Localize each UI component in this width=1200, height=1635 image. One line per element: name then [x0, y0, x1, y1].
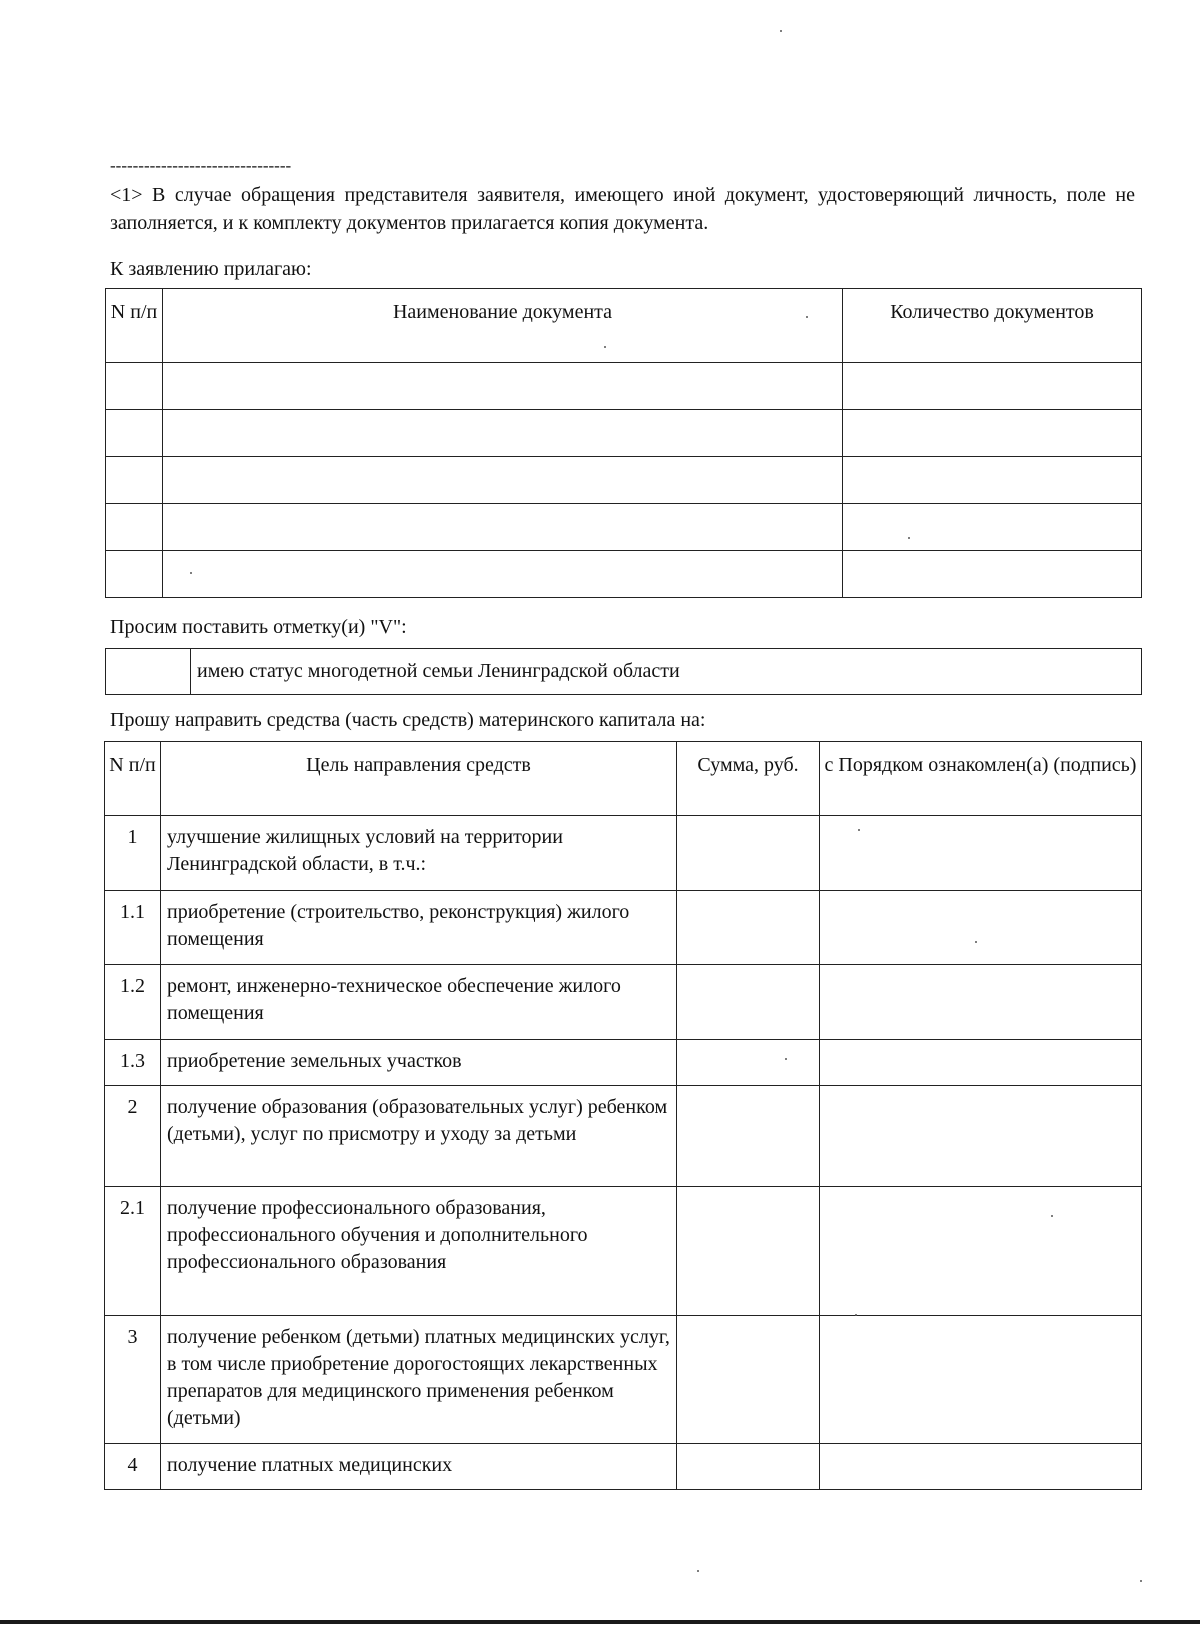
- purpose-signature-cell[interactable]: [820, 1086, 1142, 1187]
- doc-num-cell[interactable]: [106, 410, 163, 457]
- purpose-sum-cell[interactable]: [677, 1086, 820, 1187]
- doc-num-cell[interactable]: [106, 504, 163, 551]
- scan-speck: [858, 829, 860, 831]
- purpose-sum-cell[interactable]: [677, 1040, 820, 1086]
- table-row: [105, 816, 1142, 891]
- docs-header-name: Наименование документа: [163, 289, 843, 363]
- table-row: [105, 1040, 1142, 1086]
- docs-header-row: [106, 289, 1142, 363]
- purpose-signature-cell[interactable]: [820, 891, 1142, 965]
- doc-name-cell[interactable]: [163, 504, 843, 551]
- docs-header-count: Количество документов: [843, 289, 1142, 363]
- purpose-signature-cell[interactable]: [820, 965, 1142, 1040]
- mark-label: Просим поставить отметку(и) "V":: [110, 616, 407, 638]
- doc-name-cell[interactable]: [163, 410, 843, 457]
- status-mark-table: [105, 648, 1142, 695]
- table-row: [106, 551, 1142, 598]
- doc-num-cell[interactable]: [106, 363, 163, 410]
- direct-funds-label: Прошу направить средства (часть средств) материнского капитала на:: [110, 709, 706, 731]
- purpose-num: 1.2: [105, 965, 161, 1040]
- scan-speck: [785, 1058, 787, 1060]
- doc-name-cell[interactable]: [163, 551, 843, 598]
- footnote-separator: --------------------------------: [110, 156, 292, 175]
- purpose-sum-cell[interactable]: [677, 1187, 820, 1316]
- scan-speck: [1051, 1215, 1053, 1217]
- scan-speck: [604, 346, 606, 348]
- purpose-num: 1: [105, 816, 161, 891]
- purpose-goal: приобретение (строительство, реконструкция) жилого помещения: [161, 891, 677, 965]
- table-row: [105, 1187, 1142, 1316]
- purpose-header-ack: с Порядком ознакомлен(а) (подпись): [820, 742, 1142, 816]
- table-row: [106, 363, 1142, 410]
- scan-bottom-edge: [0, 1620, 1200, 1624]
- purpose-num: 1.3: [105, 1040, 161, 1086]
- doc-count-cell[interactable]: [843, 410, 1142, 457]
- purpose-signature-cell[interactable]: [820, 816, 1142, 891]
- scan-speck: [855, 1314, 857, 1316]
- purpose-goal: получение образования (образовательных услуг) ребенком (детьми), услуг по присмотру и уходу за детьми: [161, 1086, 677, 1187]
- purpose-goal: получение ребенком (детьми) платных медицинских услуг, в том числе приобретение дорогостоящих лекарственных препаратов для медицинского применения ребенком (детьми): [161, 1316, 677, 1444]
- funds-purpose-table: [104, 741, 1142, 1490]
- purpose-num: 1.1: [105, 891, 161, 965]
- purpose-goal: улучшение жилищных условий на территории Ленинградской области, в т.ч.:: [161, 816, 677, 891]
- scan-speck: [780, 30, 782, 32]
- footnote-text: <1> В случае обращения представителя заявителя, имеющего иной документ, удостоверяющий личность, поле не заполняется, и к комплекту документов прилагается копия документа.: [110, 184, 1135, 234]
- purpose-header-num: N п/п: [105, 742, 161, 816]
- docs-header-num: N п/п: [106, 289, 163, 363]
- purpose-sum-cell[interactable]: [677, 965, 820, 1040]
- table-row: [105, 1444, 1142, 1490]
- status-text: имею статус многодетной семьи Ленинградской области: [191, 649, 1142, 695]
- purpose-signature-cell[interactable]: [820, 1040, 1142, 1086]
- purpose-num: 2: [105, 1086, 161, 1187]
- doc-num-cell[interactable]: [106, 457, 163, 504]
- table-row: [105, 1086, 1142, 1187]
- scan-speck: [908, 537, 910, 539]
- status-checkbox-cell[interactable]: [106, 649, 191, 695]
- purpose-signature-cell[interactable]: [820, 1187, 1142, 1316]
- purpose-signature-cell[interactable]: [820, 1316, 1142, 1444]
- purpose-header-goal: Цель направления средств: [161, 742, 677, 816]
- attached-documents-table: [105, 288, 1142, 598]
- table-row: [106, 457, 1142, 504]
- purpose-sum-cell[interactable]: [677, 891, 820, 965]
- purpose-num: 2.1: [105, 1187, 161, 1316]
- doc-count-cell[interactable]: [843, 363, 1142, 410]
- scan-speck: [975, 941, 977, 943]
- doc-count-cell[interactable]: [843, 551, 1142, 598]
- purpose-num: 4: [105, 1444, 161, 1490]
- doc-name-cell[interactable]: [163, 457, 843, 504]
- table-row: [106, 410, 1142, 457]
- scan-speck: [806, 316, 808, 318]
- purpose-sum-cell[interactable]: [677, 1444, 820, 1490]
- purpose-goal: приобретение земельных участков: [161, 1040, 677, 1086]
- purpose-goal: получение профессионального образования, профессионального обучения и дополнительного профессионального образования: [161, 1187, 677, 1316]
- purpose-header-sum: Сумма, руб.: [677, 742, 820, 816]
- purpose-num: 3: [105, 1316, 161, 1444]
- scan-speck: [190, 572, 192, 574]
- table-row: [105, 965, 1142, 1040]
- purpose-goal: получение платных медицинских: [161, 1444, 677, 1490]
- table-row: [105, 1316, 1142, 1444]
- doc-count-cell[interactable]: [843, 504, 1142, 551]
- status-mark-row: [106, 649, 1142, 695]
- scan-speck: [697, 1570, 699, 1572]
- doc-num-cell[interactable]: [106, 551, 163, 598]
- purpose-signature-cell[interactable]: [820, 1444, 1142, 1490]
- purpose-sum-cell[interactable]: [677, 816, 820, 891]
- scan-speck: [1140, 1580, 1142, 1582]
- attachments-label: К заявлению прилагаю:: [110, 258, 312, 280]
- purpose-goal: ремонт, инженерно-техническое обеспечение жилого помещения: [161, 965, 677, 1040]
- table-row: [106, 504, 1142, 551]
- table-row: [105, 891, 1142, 965]
- purpose-sum-cell[interactable]: [677, 1316, 820, 1444]
- doc-name-cell[interactable]: [163, 363, 843, 410]
- purpose-header-row: [105, 742, 1142, 816]
- doc-count-cell[interactable]: [843, 457, 1142, 504]
